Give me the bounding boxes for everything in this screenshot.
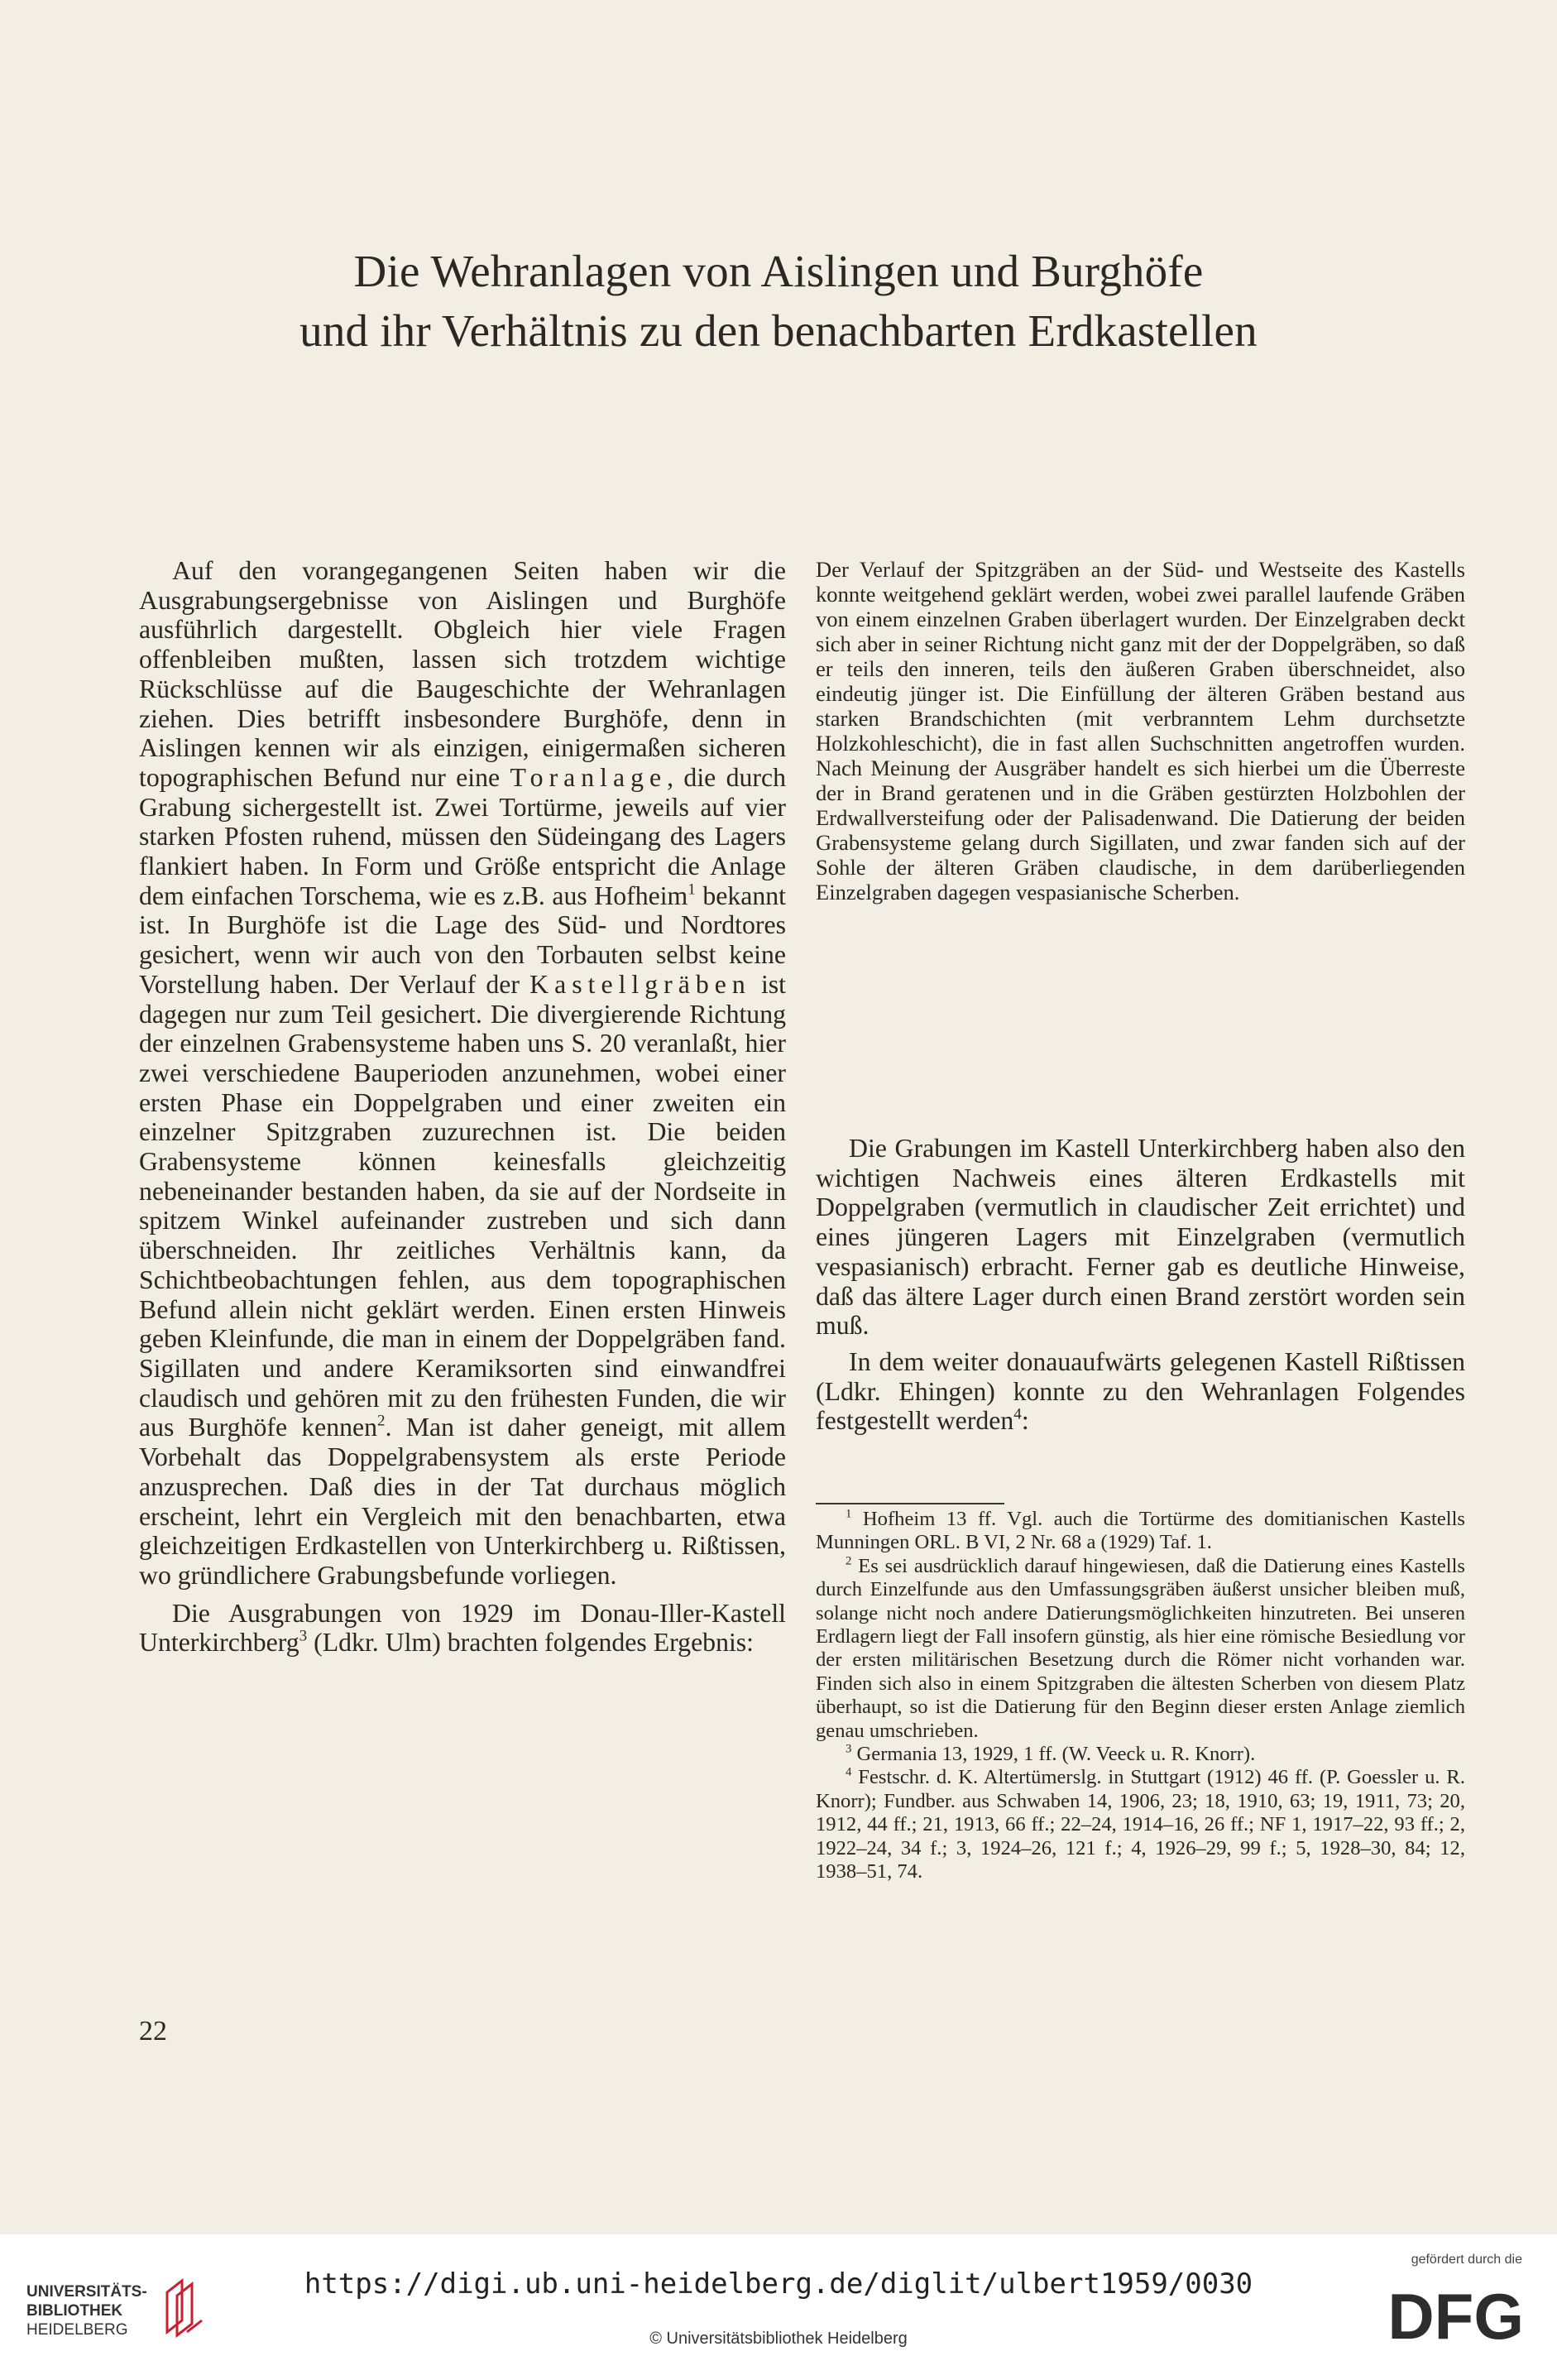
right-column-quote (816, 557, 1465, 904)
footnote-2: $^2$ Es sei ausdrücklich darauf hingewiesen, daß die Datierung eines Kastells durch Einzelfunde aus den Umfassungsgräben äußerst unsicher bleiben muß, solange nicht noch andere Datierungsmöglichkeiten hinzutreten. Bei unseren Erdlagern liegt der Fall insofern günstig, als hier eine römische Besiedlung vor der ersten militärischen Besetzung durch die Römer nicht vorhanden war. Finden sich also in einem Spitzgraben die ältesten Scherben von diesem Platz überhaupt, so ist die Datierung für den Beginn dieser ersten Anlage ziemlich genau umschrieben. (816, 1554, 1465, 1742)
paragraph: Auf den vorangegangenen Seiten haben wir die Ausgrabungsergebnisse von Aislingen und Burghöfe ausführlich dargestellt. Obgleich hier viele Fragen offenbleiben mußten, lassen sich trotzdem wichtige Rückschlüsse auf die Baugeschichte der Wehranlagen ziehen. Dies betrifft insbesondere Burghöfe, denn in Aislingen kennen wir als einzigen, einigermaßen sicheren topographischen Befund nur eine Toranlage, die durch Grabung sichergestellt ist. Zwei Tortürme, jeweils auf vier starken Pfosten ruhend, müssen den Südeingang des Lagers flankiert haben. In Form und Größe entspricht die Anlage dem einfachen Torschema, wie es z.B. aus Hofheim$^1$ bekannt ist. In Burghöfe ist die Lage des Süd- und Nordtores gesichert, wenn wir auch von den Torbauten selbst keine Vorstellung haben. Der Verlauf der Kastellgräben ist dagegen nur zum Teil gesichert. Die divergierende Richtung der einzelnen Grabensysteme haben uns S. 20 veranlaßt, hier zwei verschiedene Bauperioden anzunehmen, wobei einer ersten Phase ein Doppelgraben und einer zweiten ein einzelner Spitzgraben zuzurechnen ist. Die beiden Grabensysteme können keinesfalls gleichzeitig nebeneinander bestanden haben, da sie auf der Nordseite in spitzem Winkel aufeinander zustreben und sich dann überschneiden. Ihr zeitliches Verhältnis kann, da Schichtbeobachtungen fehlen, aus dem topographischen Befund allein nicht geklärt werden. Einen ersten Hinweis geben Kleinfunde, die man in einem der Doppelgräben fand. Sigillaten und andere Keramiksorten sind einwandfrei claudisch und gehören mit zu den frühesten Funden, die wir aus Burghöfe kennen$^2$. Man ist daher geneigt, mit allem Vorbehalt das Doppelgrabensystem als erste Periode anzusprechen. Daß dies in der Tat durchaus möglich erscheint, lehrt ein Vergleich mit den benachbarten, etwa gleichzeitigen Erdkastellen von Unterkirchberg u. Rißtissen, wo gründlichere Grabungsbefunde vorliegen. (139, 556, 787, 1590)
paragraph: In dem weiter donauaufwärts gelegenen Kastell Rißtissen (Ldkr. Ehingen) konnte zu den Wehranlagen Folgendes festgestellt werden$^4$: (816, 1346, 1465, 1436)
library-logo[interactable]: UNIVERSITÄTS- BIBLIOTHEK HEIDELBERG (26, 2283, 147, 2339)
right-column (816, 1134, 1465, 1436)
paragraph: Die Grabungen im Kastell Unterkirchberg haben also den wichtigen Nachweis eines älteren Erdkastells mit Doppelgraben (vermutlich in claudischer Zeit errichtet) und eines jüngeren Lagers mit Einzelgraben (vermutlich vespasianisch) erbracht. Ferner gab es deutliche Hinweise, daß das ältere Lager durch einen Brand zerstört worden sein muß. (816, 1134, 1465, 1341)
page-number: 22 (139, 2016, 167, 2047)
footnote-3: $^3$ Germania 13, 1929, 1 ff. (W. Veeck u. R. Knorr). (846, 1742, 1256, 1766)
viewer-footer (0, 2234, 1557, 2380)
small-paragraph: Der Verlauf der Spitzgräben an der Süd- und Westseite des Kastells konnte weitgehend geklärt werden, wobei zwei parallel laufende Gräben von einem einzelnen Graben überlagert wurden. Der Einzelgraben deckt sich aber in seiner Richtung nicht ganz mit der der Doppelgräben, so daß er teils den inneren, teils den äußeren Graben überschneidet, also eindeutig jünger ist. Die Einfüllung der älteren Gräben bestand aus starken Brandschichten (mit verbranntem Lehm durchsetzte Holzkohleschicht), die in fast allen Suchschnitten angetroffen wurden. Nach Meinung der Ausgräber handelt es sich hierbei um die Überreste der in Brand geratenen und in die Gräben gestürzten Holzbohlen der Erdwallversteifung oder der Palisadenwand. Die Datierung der beiden Grabensysteme gelang durch Sigillaten, und zwar fanden sich auf der Sohle der älteren Gräben claudische, in dem darüberliegenden Einzelgraben dagegen vespasianische Scherben. (816, 557, 1465, 904)
paragraph: Die Ausgrabungen von 1929 im Donau-Iller-Kastell Unterkirchberg$^3$ (Ldkr. Ulm) brachten folgendes Ergebnis: (139, 1598, 786, 1658)
left-column (139, 556, 786, 1658)
footnote-ref-2: 2 (377, 1413, 386, 1430)
footnote-ref-1: 1 (687, 881, 696, 899)
dfg-logo-text: DFG (1387, 2280, 1524, 2350)
title-line-1: Die Wehranlagen von Aislingen und Burghöfe (353, 246, 1204, 296)
spaced-term-kastellgraeben: Kastellgräben (529, 969, 751, 999)
footnote-ref-4: 4 (1013, 1405, 1022, 1423)
title-line-2: und ihr Verhältnis zu den benachbarten Erdkastellen (299, 305, 1258, 356)
footnote-divider (816, 1503, 1004, 1504)
permalink-url[interactable]: https://digi.ub.uni-heidelberg.de/diglit/ulbert1959/0030 (304, 2267, 1253, 2301)
footnote-ref-3: 3 (299, 1627, 308, 1645)
dfg-logo[interactable] (1362, 2274, 1527, 2350)
footnote-1: $^1$ Hofheim 13 ff. Vgl. auch die Tortürme des domitianischen Kastells Munningen ORL. B VI, 2 Nr. 68 a (1929) Taf. 1. (816, 1507, 1465, 1554)
sponsor-label: gefördert durch die (1411, 2253, 1522, 2267)
footnote-4: $^4$ Festschr. d. K. Altertümerslg. in Stuttgart (1912) 46 ff. (P. Goessler u. R. Knorr); Fundber. aus Schwaben 14, 1906, 23; 18, 1910, 63; 19, 1911, 73; 20, 1912, 44 ff.; 21, 1913, 66 ff.; 22–24, 1914–16, 26 ff.; NF 1, 1917–22, 93 ff.; 2, 1922–24, 34 f.; 3, 1924–26, 121 f.; 4, 1926–29, 99 f.; 5, 1928–30, 84; 12, 1938–51, 74. (816, 1765, 1465, 1883)
footnotes (816, 1508, 1465, 1884)
spaced-term-toranlage: Toranlage (510, 762, 668, 792)
copyright-notice: © Universitätsbibliothek Heidelberg (649, 2330, 908, 2348)
